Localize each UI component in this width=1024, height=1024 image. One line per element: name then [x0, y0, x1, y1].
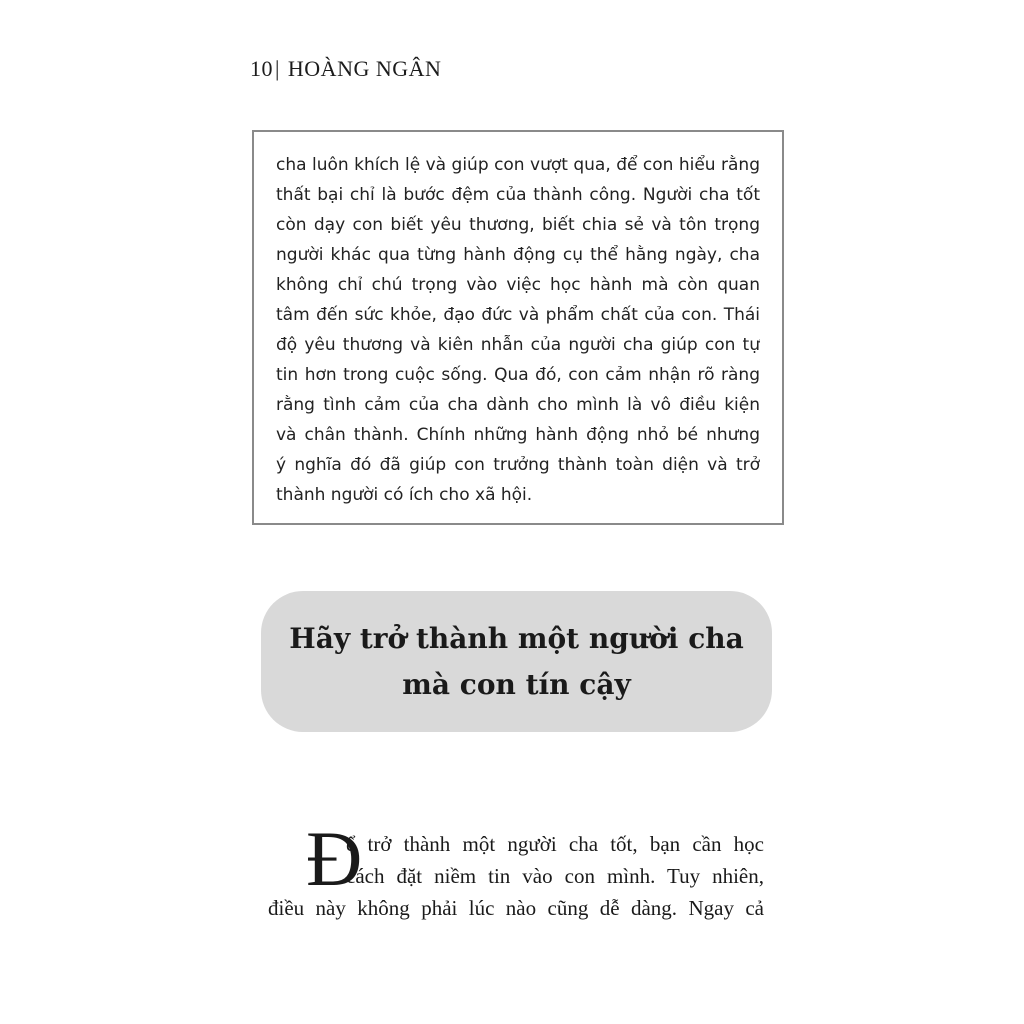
boxed-line: và chân thành. Chính những hành động nhỏ bé nhưng: [276, 425, 760, 445]
boxed-line: tâm đến sức khỏe, đạo đức và phẩm chất của con. Thái: [276, 305, 760, 325]
section-heading-line-1: Hãy trở thành một người cha: [289, 621, 744, 655]
body-paragraph: [268, 815, 764, 924]
boxed-line: độ yêu thương và kiên nhẫn của người cha giúp con tự: [276, 335, 760, 355]
boxed-paragraph: [252, 130, 784, 525]
boxed-line: tin hơn trong cuộc sống. Qua đó, con cảm nhận rõ ràng: [276, 365, 760, 385]
page-number: 10: [250, 56, 273, 81]
boxed-line: rằng tình cảm của cha dành cho mình là vô điều kiện: [276, 395, 760, 415]
drop-cap: Đ: [306, 815, 363, 902]
boxed-line: còn dạy con biết yêu thương, biết chia sẻ và tôn trọng: [276, 215, 760, 235]
boxed-line: thất bại chỉ là bước đệm của thành công. Người cha tốt: [276, 185, 760, 205]
author-name: HOÀNG NGÂN: [287, 56, 442, 81]
running-header: [250, 56, 441, 82]
body-line-2: cách đặt niềm tin vào con mình. Tuy nhiên,: [346, 864, 764, 888]
section-heading: [261, 591, 772, 732]
body-line-1: ể trở thành một người cha tốt, bạn cần học: [346, 832, 764, 856]
boxed-line: ý nghĩa đó đã giúp con trưởng thành toàn diện và trở: [276, 455, 760, 475]
boxed-line: thành người có ích cho xã hội.: [276, 485, 533, 505]
boxed-line: không chỉ chú trọng vào việc học hành mà còn quan: [276, 275, 760, 295]
header-separator: |: [275, 56, 280, 81]
boxed-line: người khác qua từng hành động cụ thể hằng ngày, cha: [276, 245, 760, 265]
boxed-line: cha luôn khích lệ và giúp con vượt qua, để con hiểu rằng: [276, 155, 760, 175]
section-heading-line-2: mà con tín cậy: [402, 667, 631, 701]
body-line-3: điều này không phải lúc nào cũng dễ dàng. Ngay cả: [268, 896, 764, 920]
